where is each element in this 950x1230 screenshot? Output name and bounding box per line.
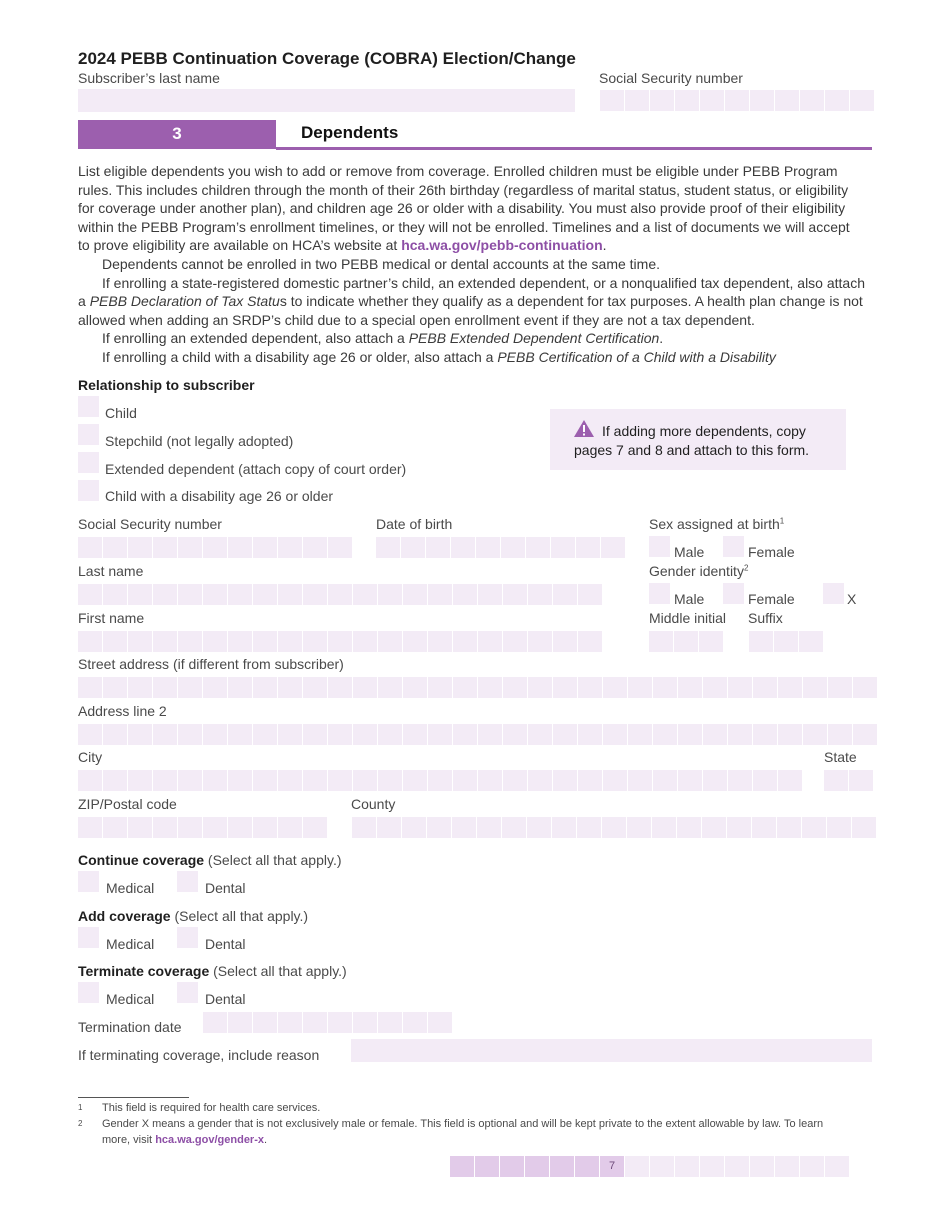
section-title: Dependents: [301, 123, 399, 142]
sex-female-checkbox[interactable]: [723, 536, 744, 557]
dob-field[interactable]: [376, 537, 625, 558]
relationship-disability-checkbox[interactable]: [78, 480, 99, 501]
add-dental-label: Dental: [205, 936, 246, 952]
state-label: State: [824, 749, 857, 765]
relationship-child-checkbox[interactable]: [78, 396, 99, 417]
relationship-extended-label: Extended dependent (attach copy of court order): [105, 461, 407, 477]
footnote-rule: [78, 1097, 189, 1098]
footnote-2-text: Gender X means a gender that is not exclusively male or female. This field is optional and will be kept private to the extent allowable by law. To learn more, visit hca.wa.gov/gender-x.: [102, 1118, 824, 1146]
termination-reason-field[interactable]: [351, 1039, 872, 1062]
terminate-dental-checkbox[interactable]: [177, 982, 198, 1003]
zip-label: ZIP/Postal code: [78, 796, 177, 812]
suffix-field[interactable]: [749, 631, 823, 652]
suffix-label: Suffix: [748, 610, 783, 626]
notice-line-2: pages 7 and 8 and attach to this form.: [574, 442, 810, 458]
terminate-coverage-heading: Terminate coverage (Select all that apply.): [78, 963, 347, 979]
gender-x-checkbox[interactable]: [823, 583, 844, 604]
continue-medical-checkbox[interactable]: [78, 871, 99, 892]
intro-line: allowed when adding an SRDP’s child due to a special open enrollment event if they are not a tax dependent.: [78, 311, 755, 328]
termination-date-field[interactable]: [203, 1012, 452, 1033]
continue-medical-label: Medical: [106, 880, 155, 896]
sex-label: Sex assigned at birth$^1$: [649, 516, 785, 532]
pebb-continuation-link[interactable]: hca.wa.gov/pebb-continuation: [401, 237, 603, 254]
notice-box: [550, 409, 846, 470]
intro-text: [78, 162, 878, 367]
intro-line: If enrolling a state-registered domestic partner’s child, an extended dependent, or a nonqualified tax dependent, also attach: [102, 274, 865, 291]
termination-reason-label: If terminating coverage, include reason: [78, 1047, 320, 1063]
subscriber-last-name-label: Subscriber’s last name: [78, 70, 220, 86]
intro-line: If enrolling an extended dependent, also attach a PEBB Extended Dependent Certification.: [102, 330, 664, 347]
street-address-field[interactable]: [78, 677, 877, 698]
gender-x-label: X: [847, 591, 857, 607]
relationship-disability-label: Child with a disability age 26 or older: [105, 488, 334, 504]
add-medical-checkbox[interactable]: [78, 927, 99, 948]
continue-coverage-heading: Continue coverage (Select all that apply.): [78, 852, 342, 868]
county-field[interactable]: [352, 817, 876, 838]
relationship-heading: Relationship to subscriber: [78, 377, 255, 393]
subscriber-last-name-field[interactable]: [78, 89, 575, 112]
street-address-label: Street address (if different from subscriber): [78, 656, 344, 672]
subscriber-ssn-label: Social Security number: [599, 70, 743, 86]
terminate-dental-label: Dental: [205, 991, 246, 1007]
middle-initial-field[interactable]: [649, 631, 723, 652]
intro-line: a PEBB Declaration of Tax Status to indicate whether they qualify as a dependent for tax purposes. A health plan change is not: [78, 293, 863, 310]
footnote-1-number: 1: [78, 1103, 83, 1112]
zip-field[interactable]: [78, 817, 327, 838]
notice-line-1: If adding more dependents, copy: [602, 423, 806, 439]
intro-line: for coverage under another plan), and children age 26 or older with a disability. You must also provide proof of their eligibility: [78, 200, 846, 217]
continue-dental-label: Dental: [205, 880, 246, 896]
intro-line: If enrolling a child with a disability age 26 or older, also attach a PEBB Certification of a Child with a Disability: [102, 348, 776, 365]
intro-line: Dependents cannot be enrolled in two PEBB medical or dental accounts at the same time.: [102, 255, 660, 272]
gender-identity-label: Gender identity$^2$: [649, 563, 749, 579]
dob-label: Date of birth: [376, 516, 453, 532]
termination-date-label: Termination date: [78, 1019, 182, 1035]
ssn-label: Social Security number: [78, 516, 222, 532]
continue-dental-checkbox[interactable]: [177, 871, 198, 892]
gender-female-checkbox[interactable]: [723, 583, 744, 604]
page-progress-strip: [450, 1156, 849, 1177]
warning-icon: [573, 419, 595, 438]
last-name-label: Last name: [78, 563, 144, 579]
first-name-label: First name: [78, 610, 145, 626]
first-name-field[interactable]: [78, 631, 602, 652]
address-line-2-label: Address line 2: [78, 703, 167, 719]
city-label: City: [78, 749, 103, 765]
form-title: 2024 PEBB Continuation Coverage (COBRA) Election/Change: [78, 49, 576, 68]
gender-male-label: Male: [674, 591, 705, 607]
intro-line: List eligible dependents you wish to add or remove from coverage. Enrolled children must be eligible under PEBB Program: [78, 163, 838, 179]
page-number: 7: [600, 1156, 624, 1177]
footnote-2-number: 2: [78, 1119, 83, 1128]
relationship-stepchild-checkbox[interactable]: [78, 424, 99, 445]
terminate-medical-label: Medical: [106, 991, 155, 1007]
add-medical-label: Medical: [106, 936, 155, 952]
add-dental-checkbox[interactable]: [177, 927, 198, 948]
ssn-field[interactable]: [78, 537, 352, 558]
footnote-1-text: This field is required for health care services.: [102, 1102, 321, 1114]
sex-male-label: Male: [674, 544, 705, 560]
relationship-child-label: Child: [105, 405, 137, 421]
last-name-field[interactable]: [78, 584, 602, 605]
address-line-2-field[interactable]: [78, 724, 877, 745]
section-rule: [276, 147, 872, 150]
sex-male-checkbox[interactable]: [649, 536, 670, 557]
gender-male-checkbox[interactable]: [649, 583, 670, 604]
section-number: 3: [172, 124, 182, 143]
add-coverage-heading: Add coverage (Select all that apply.): [78, 908, 309, 924]
terminate-medical-checkbox[interactable]: [78, 982, 99, 1003]
subscriber-ssn-field[interactable]: [600, 90, 874, 111]
city-field[interactable]: [78, 770, 802, 791]
intro-line: within the PEBB Program’s enrollment timelines, or they will not be enrolled. Timelines and a list of documents we will accept: [78, 218, 850, 235]
county-label: County: [351, 796, 396, 812]
middle-initial-label: Middle initial: [649, 610, 727, 626]
relationship-stepchild-label: Stepchild (not legally adopted): [105, 433, 294, 449]
sex-female-label: Female: [748, 544, 795, 560]
gender-female-label: Female: [748, 591, 795, 607]
intro-line: rules. This includes children through the month of their 26th birthday (regardless of marital status, student status, or eligibility: [78, 181, 849, 198]
section-number-block: [78, 120, 276, 149]
relationship-extended-checkbox[interactable]: [78, 452, 99, 473]
state-field[interactable]: [824, 770, 873, 791]
intro-line: to prove eligibility are available on HCA’s website at hca.wa.gov/pebb-continuation.: [78, 237, 607, 254]
gender-x-link[interactable]: hca.wa.gov/gender-x: [155, 1134, 264, 1146]
